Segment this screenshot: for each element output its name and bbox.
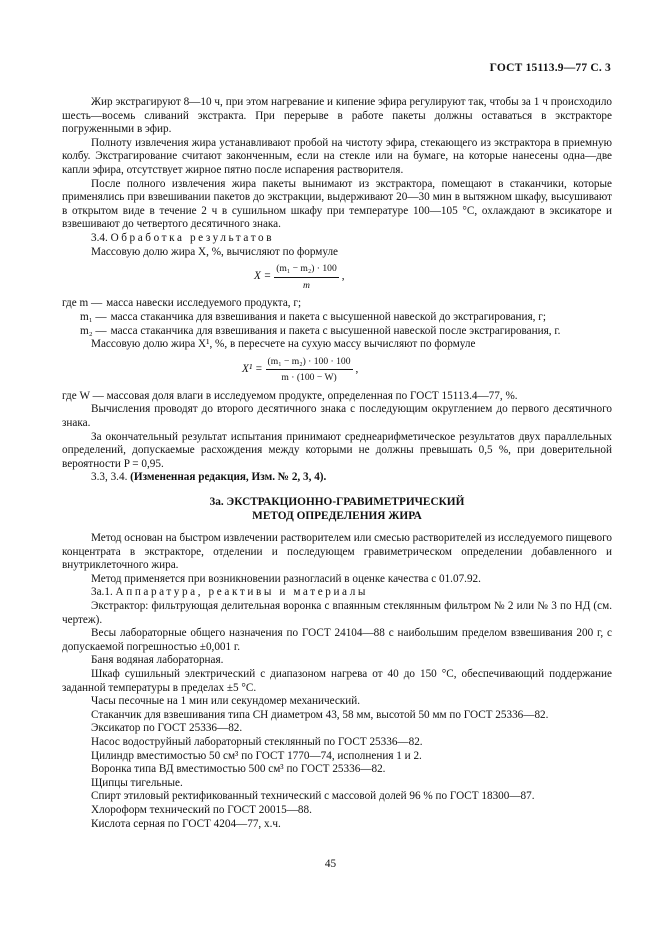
subsection-number: 3а.1. (91, 586, 113, 599)
definition-item (62, 297, 612, 311)
subsection-title: Аппаратура, реактивы и материалы (115, 586, 369, 599)
list-item: Щипцы тигельные. (91, 776, 183, 789)
amendment-note (62, 471, 612, 485)
section-title (62, 495, 612, 523)
definition-label: m₂ — (80, 324, 107, 337)
formula-fraction (274, 262, 339, 292)
formula-numerator: (m₁ − m₂) · 100 · 100 (266, 355, 353, 371)
definition-text: масса стаканчика для взвешивания и пакета с высушенной навеской до экстрагирования, г; (110, 310, 546, 323)
amendment-text: (Измененная редакция, Изм. № 2, 3, 4). (130, 471, 327, 484)
list-item: Хлороформ технический по ГОСТ 20015—88. (91, 803, 312, 816)
list-item: Кислота серная по ГОСТ 4204—77, х.ч. (91, 817, 281, 830)
definition-label: m₁ — (80, 310, 107, 323)
list-item: Спирт этиловый ректификованный технический с массовой долей 96 % по ГОСТ 18300—87. (91, 790, 535, 803)
list-item: Шкаф сушильный электрический с диапазоном нагрева от 40 до 150 °С, обеспечивающий поддержание заданной температуры в пределах ±5 °С. (62, 667, 612, 694)
formula-tail: , (341, 270, 345, 283)
list-item: Воронка типа ВД вместимостью 500 см³ по ГОСТ 25336—82. (91, 763, 386, 776)
page-header: ГОСТ 15113.9—77 С. 3 (489, 62, 611, 74)
list-item: Экстрактор: фильтрующая делительная воронка с впаянным стеклянным фильтром № 2 или № 3 по НД (см. чертеж). (62, 600, 612, 626)
paragraph: За окончательный результат испытания принимают среднеарифметическое результатов двух параллельных определений, допускаемые расхождения между которыми не должны превышать 0,5 %, при доверительной вероятности P = 0,95. (62, 430, 612, 470)
paragraph: Массовую долю жира X, %, вычисляют по формуле (91, 245, 338, 258)
list-item: Цилиндр вместимостью 50 см³ по ГОСТ 1770—74, исполнения 1 и 2. (91, 749, 422, 762)
definition-item (62, 325, 612, 339)
list-item: Стаканчик для взвешивания типа СН диаметром 43, 58 мм, высотой 50 мм по ГОСТ 25336—82. (91, 708, 549, 721)
page-number: 45 (324, 858, 337, 870)
formula-lhs: X = (254, 270, 272, 283)
equipment-list (62, 600, 612, 831)
section-title-line: 3а. ЭКСТРАКЦИОННО-ГРАВИМЕТРИЧЕСКИЙ (209, 496, 465, 509)
paragraph: Жир экстрагируют 8—10 ч, при этом нагревание и кипение эфира регулируют так, чтобы за 1 ч происходило шесть—восемь сливаний экстракта. При перерыве в работе пакеты должны оставаться в экстракторе погруженными в эфир. (62, 96, 612, 136)
formula-denominator: m · (100 − W) (281, 372, 337, 384)
paragraph: где W — массовая доля влаги в исследуемом продукте, определенная по ГОСТ 15113.4—77, %. (62, 389, 518, 402)
formula-2 (242, 355, 612, 385)
subsection-heading (62, 586, 612, 600)
subsection-heading (62, 232, 612, 246)
formula-1 (254, 262, 612, 292)
paragraph: После полного извлечения жира пакеты вынимают из экстрактора, помещают в стаканчики, которые применялись при взвешивании пакетов до экстракции, выдерживают 20—30 мин в вытяжном шкафу, высушивают в открытом виде в течение 2 ч в сушильном шкафу при температуре 100—105 °С, охлаждают в эксикаторе и взвешивают до четвертого десятичного знака. (62, 177, 612, 231)
formula-tail: , (355, 362, 359, 375)
list-item: Эксикатор по ГОСТ 25336—82. (91, 722, 243, 735)
amendment-sections: 3.3, 3.4. (91, 471, 128, 484)
subsection-title: Обработка результатов (110, 231, 275, 244)
variable-definitions (62, 297, 612, 338)
definition-text: масса стаканчика для взвешивания и пакета с высушенной навеской после экстрагирования, г. (110, 324, 561, 337)
paragraph: Полноту извлечения жира устанавливают пробой на чистоту эфира, стекающего из экстрактора в приемную колбу. Экстрагирование считают законченным, если на стекле или на бумаге, на которые нанесены одна—две капли эфира, отсутствует жирное пятно после испарения растворителя. (62, 136, 612, 176)
formula-denominator: m (303, 279, 310, 291)
definition-label: где m — (62, 297, 103, 310)
list-item: Баня водяная лабораторная. (91, 654, 224, 667)
definition-item (62, 311, 612, 325)
page-body (62, 96, 612, 831)
section-title-line: МЕТОД ОПРЕДЕЛЕНИЯ ЖИРА (252, 510, 422, 523)
formula-numerator: (m₁ − m₂) · 100 (274, 262, 339, 278)
paragraph: Метод применяется при возникновении разногласий в оценке качества с 01.07.92. (91, 572, 481, 585)
subsection-number: 3.4. (91, 231, 108, 244)
list-item: Часы песочные на 1 мин или секундомер механический. (91, 695, 361, 708)
formula-lhs: X¹ = (242, 362, 263, 375)
list-item: Насос водоструйный лабораторный стеклянный по ГОСТ 25336—82. (91, 735, 423, 748)
paragraph: Метод основан на быстром извлечении растворителем или смесью растворителей из исследуемого пищевого концентрата в экстракторе, отделении и последующем гравиметрическом определении добавленного и внутриклеточного жира. (62, 532, 612, 572)
paragraph: Массовую долю жира X¹, %, в пересчете на сухую массу вычисляют по формуле (91, 338, 476, 351)
definition-text: масса навески исследуемого продукта, г; (106, 297, 302, 310)
paragraph: Вычисления проводят до второго десятичного знака с последующим округлением до первого десятичного знака. (62, 403, 612, 430)
list-item: Весы лабораторные общего назначения по ГОСТ 24104—88 с наибольшим пределом взвешивания 200 г, с допускаемой погрешностью ±0,001 г. (62, 627, 612, 653)
formula-fraction (266, 355, 353, 385)
